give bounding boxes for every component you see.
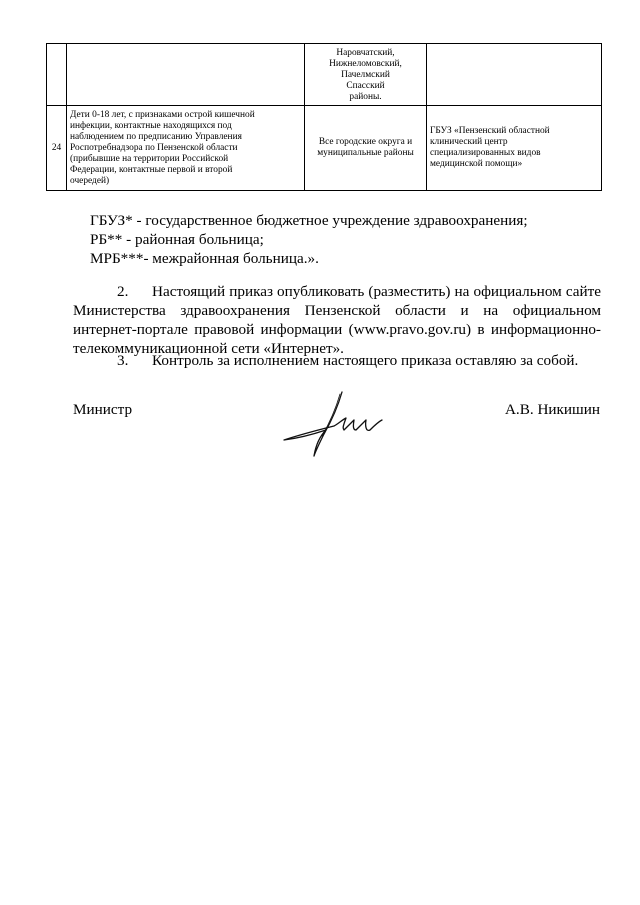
- category-cell: [67, 106, 305, 191]
- hospital-line: медицинской помощи»: [430, 159, 523, 169]
- paragraph-number: 2.: [117, 283, 129, 300]
- category-line: наблюдением по предписанию Управления: [70, 131, 242, 142]
- row-number-cell: 24: [47, 106, 67, 191]
- districts-cell: [305, 106, 427, 191]
- category-line: Федерации, контактные первой и второй: [70, 164, 233, 175]
- category-cell: [67, 44, 305, 106]
- paragraph-line: Министерства здравоохранения Пензенской области и на официальном: [73, 302, 601, 319]
- hospital-cell: [427, 44, 602, 106]
- hospital-line: специализированных видов: [430, 148, 541, 158]
- districts-cell: [305, 44, 427, 106]
- paragraph-text: Контроль за исполнением настоящего приказа оставляю за собой.: [152, 352, 579, 369]
- paragraph-line: телекоммуникационной сети «Интернет».: [73, 340, 344, 357]
- row-number-cell: [47, 44, 67, 106]
- district-line: Все городские округа и: [318, 137, 413, 147]
- paragraph-2: [73, 282, 601, 358]
- district-line: Пачелмский: [341, 70, 390, 80]
- hospital-line: клинический центр: [430, 137, 508, 147]
- category-line: инфекции, контактные находящихся под: [70, 120, 232, 131]
- signatory-title: Министр: [73, 401, 133, 418]
- paragraph-3: [73, 351, 601, 370]
- signatory-name: А.В. Никишин: [504, 401, 600, 418]
- table-row: [47, 106, 602, 191]
- category-line: Роспотребнадзора по Пензенской области: [70, 142, 238, 153]
- district-line: районы.: [349, 92, 382, 102]
- district-line: муниципальные районы: [317, 148, 414, 158]
- distribution-table: [46, 43, 602, 191]
- handwritten-signature: [280, 384, 390, 464]
- footnote: РБ** - районная больница;: [90, 231, 264, 248]
- footnote: МРБ***- межрайонная больница.».: [90, 250, 319, 267]
- hospital-line: ГБУЗ «Пензенский областной: [430, 126, 550, 136]
- category-line: очередей): [70, 175, 110, 186]
- category-line: Дети 0-18 лет, с признаками острой кишечной: [70, 109, 255, 120]
- paragraph-number: 3.: [117, 352, 129, 369]
- table-row: [47, 44, 602, 106]
- paragraph-line: интернет-портале правовой информации (www.pravo.gov.ru) в информационно-: [73, 321, 601, 338]
- footnotes: [90, 211, 528, 268]
- footnote: ГБУЗ* - государственное бюджетное учреждение здравоохранения;: [90, 212, 528, 229]
- district-line: Нижнеломовский,: [329, 59, 402, 69]
- paragraph-text: Настоящий приказ опубликовать (разместить) на официальном сайте: [152, 283, 601, 300]
- category-line: (прибывшие на территории Российской: [70, 153, 229, 164]
- hospital-cell: [427, 106, 602, 191]
- paragraph-line: [73, 282, 601, 301]
- district-line: Спасский: [346, 81, 385, 91]
- district-line: Наровчатский,: [336, 48, 395, 58]
- paragraph-line: [73, 351, 601, 370]
